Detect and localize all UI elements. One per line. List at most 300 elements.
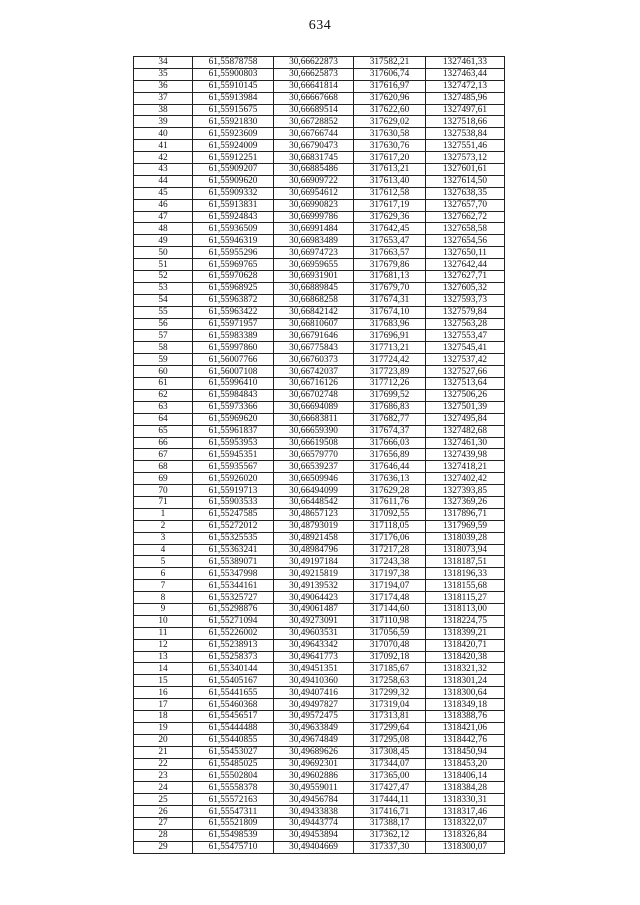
x-coordinate-cell: 317642,45	[354, 223, 426, 235]
y-coordinate-cell: 1327369,26	[426, 496, 505, 508]
point-number-cell: 68	[134, 461, 193, 473]
longitude-cell: 30,66694089	[274, 401, 354, 413]
point-number-cell: 19	[134, 722, 193, 734]
longitude-cell: 30,66539237	[274, 461, 354, 473]
x-coordinate-cell: 317174,48	[354, 592, 426, 604]
latitude-cell: 61,55498539	[193, 829, 274, 841]
point-number-cell: 5	[134, 556, 193, 568]
point-number-cell: 36	[134, 80, 193, 92]
x-coordinate-cell: 317674,10	[354, 306, 426, 318]
longitude-cell: 30,66885486	[274, 164, 354, 176]
longitude-cell: 30,49061487	[274, 603, 354, 615]
longitude-cell: 30,66742037	[274, 366, 354, 378]
x-coordinate-cell: 317344,07	[354, 758, 426, 770]
y-coordinate-cell: 1318115,27	[426, 592, 505, 604]
longitude-cell: 30,48657123	[274, 508, 354, 520]
longitude-cell: 30,66625873	[274, 68, 354, 80]
latitude-cell: 61,55878758	[193, 57, 274, 69]
longitude-cell: 30,49602886	[274, 770, 354, 782]
longitude-cell: 30,66831745	[274, 152, 354, 164]
x-coordinate-cell: 317686,83	[354, 401, 426, 413]
latitude-cell: 61,55238913	[193, 639, 274, 651]
table-row	[134, 580, 505, 592]
y-coordinate-cell: 1318399,21	[426, 627, 505, 639]
y-coordinate-cell: 1327662,72	[426, 211, 505, 223]
y-coordinate-cell: 1327497,61	[426, 104, 505, 116]
table-row	[134, 413, 505, 425]
latitude-cell: 61,55961837	[193, 425, 274, 437]
x-coordinate-cell: 317620,96	[354, 92, 426, 104]
x-coordinate-cell: 317110,98	[354, 615, 426, 627]
y-coordinate-cell: 1327506,26	[426, 389, 505, 401]
latitude-cell: 61,55924009	[193, 140, 274, 152]
point-number-cell: 64	[134, 413, 193, 425]
point-number-cell: 9	[134, 603, 193, 615]
latitude-cell: 61,55547311	[193, 806, 274, 818]
table-row	[134, 128, 505, 140]
latitude-cell: 61,55363241	[193, 544, 274, 556]
latitude-cell: 61,55226002	[193, 627, 274, 639]
longitude-cell: 30,49451351	[274, 663, 354, 675]
longitude-cell: 30,48984796	[274, 544, 354, 556]
point-number-cell: 37	[134, 92, 193, 104]
point-number-cell: 26	[134, 806, 193, 818]
latitude-cell: 61,55325535	[193, 532, 274, 544]
y-coordinate-cell: 1318322,07	[426, 818, 505, 830]
x-coordinate-cell: 317630,58	[354, 128, 426, 140]
x-coordinate-cell: 317622,60	[354, 104, 426, 116]
point-number-cell: 53	[134, 282, 193, 294]
y-coordinate-cell: 1327461,33	[426, 57, 505, 69]
table-row	[134, 57, 505, 69]
table-row	[134, 568, 505, 580]
x-coordinate-cell: 317243,38	[354, 556, 426, 568]
x-coordinate-cell: 317611,76	[354, 496, 426, 508]
longitude-cell: 30,49064423	[274, 592, 354, 604]
longitude-cell: 30,66622873	[274, 57, 354, 69]
longitude-cell: 30,66641814	[274, 80, 354, 92]
table-row	[134, 294, 505, 306]
x-coordinate-cell: 317092,55	[354, 508, 426, 520]
table-row	[134, 92, 505, 104]
longitude-cell: 30,49273091	[274, 615, 354, 627]
x-coordinate-cell: 317217,28	[354, 544, 426, 556]
point-number-cell: 70	[134, 485, 193, 497]
point-number-cell: 22	[134, 758, 193, 770]
latitude-cell: 61,55441655	[193, 687, 274, 699]
latitude-cell: 61,55347998	[193, 568, 274, 580]
point-number-cell: 44	[134, 175, 193, 187]
latitude-cell: 61,55900803	[193, 68, 274, 80]
table-row	[134, 687, 505, 699]
latitude-cell: 61,55909332	[193, 187, 274, 199]
x-coordinate-cell: 317616,97	[354, 80, 426, 92]
table-row	[134, 520, 505, 532]
x-coordinate-cell: 317663,57	[354, 247, 426, 259]
latitude-cell: 61,55344161	[193, 580, 274, 592]
latitude-cell: 61,55919713	[193, 485, 274, 497]
table-row	[134, 746, 505, 758]
longitude-cell: 30,49215819	[274, 568, 354, 580]
y-coordinate-cell: 1318384,28	[426, 782, 505, 794]
point-number-cell: 6	[134, 568, 193, 580]
table-row	[134, 223, 505, 235]
y-coordinate-cell: 1327513,64	[426, 378, 505, 390]
y-coordinate-cell: 1318300,64	[426, 687, 505, 699]
x-coordinate-cell: 317636,13	[354, 473, 426, 485]
latitude-cell: 61,55984843	[193, 389, 274, 401]
point-number-cell: 7	[134, 580, 193, 592]
latitude-cell: 61,55298876	[193, 603, 274, 615]
point-number-cell: 13	[134, 651, 193, 663]
latitude-cell: 61,55970628	[193, 271, 274, 283]
point-number-cell: 10	[134, 615, 193, 627]
point-number-cell: 14	[134, 663, 193, 675]
point-number-cell: 63	[134, 401, 193, 413]
y-coordinate-cell: 1327402,42	[426, 473, 505, 485]
table-row	[134, 794, 505, 806]
point-number-cell: 39	[134, 116, 193, 128]
point-number-cell: 35	[134, 68, 193, 80]
table-row	[134, 699, 505, 711]
x-coordinate-cell: 317194,07	[354, 580, 426, 592]
x-coordinate-cell: 317724,42	[354, 354, 426, 366]
latitude-cell: 61,55996410	[193, 378, 274, 390]
x-coordinate-cell: 317713,21	[354, 342, 426, 354]
longitude-cell: 30,49410360	[274, 675, 354, 687]
x-coordinate-cell: 317612,58	[354, 187, 426, 199]
y-coordinate-cell: 1318330,31	[426, 794, 505, 806]
y-coordinate-cell: 1327472,13	[426, 80, 505, 92]
y-coordinate-cell: 1318442,76	[426, 734, 505, 746]
x-coordinate-cell: 317666,03	[354, 437, 426, 449]
point-number-cell: 57	[134, 330, 193, 342]
longitude-cell: 30,66509946	[274, 473, 354, 485]
x-coordinate-cell: 317444,11	[354, 794, 426, 806]
point-number-cell: 54	[134, 294, 193, 306]
y-coordinate-cell: 1318300,07	[426, 841, 505, 853]
table-row	[134, 378, 505, 390]
y-coordinate-cell: 1327463,44	[426, 68, 505, 80]
latitude-cell: 61,55946319	[193, 235, 274, 247]
latitude-cell: 61,55272012	[193, 520, 274, 532]
longitude-cell: 30,48793019	[274, 520, 354, 532]
x-coordinate-cell: 317674,37	[354, 425, 426, 437]
latitude-cell: 61,55558378	[193, 782, 274, 794]
point-number-cell: 56	[134, 318, 193, 330]
y-coordinate-cell: 1318317,46	[426, 806, 505, 818]
latitude-cell: 61,55444488	[193, 722, 274, 734]
longitude-cell: 30,66667668	[274, 92, 354, 104]
point-number-cell: 42	[134, 152, 193, 164]
point-number-cell: 51	[134, 259, 193, 271]
longitude-cell: 30,66842142	[274, 306, 354, 318]
x-coordinate-cell: 317674,31	[354, 294, 426, 306]
latitude-cell: 61,55502804	[193, 770, 274, 782]
longitude-cell: 30,49641773	[274, 651, 354, 663]
table-row	[134, 199, 505, 211]
latitude-cell: 61,55969765	[193, 259, 274, 271]
longitude-cell: 30,66909722	[274, 175, 354, 187]
table-row	[134, 318, 505, 330]
longitude-cell: 30,49633849	[274, 722, 354, 734]
x-coordinate-cell: 317656,89	[354, 449, 426, 461]
x-coordinate-cell: 317679,70	[354, 282, 426, 294]
latitude-cell: 61,56007766	[193, 354, 274, 366]
table-row	[134, 389, 505, 401]
point-number-cell: 34	[134, 57, 193, 69]
table-row	[134, 104, 505, 116]
x-coordinate-cell: 317629,28	[354, 485, 426, 497]
longitude-cell: 30,49456784	[274, 794, 354, 806]
y-coordinate-cell: 1318388,76	[426, 710, 505, 722]
latitude-cell: 61,55909620	[193, 175, 274, 187]
longitude-cell: 30,66760373	[274, 354, 354, 366]
page-number: 634	[308, 18, 332, 33]
x-coordinate-cell: 317365,00	[354, 770, 426, 782]
point-number-cell: 23	[134, 770, 193, 782]
latitude-cell: 61,55271094	[193, 615, 274, 627]
table-row	[134, 425, 505, 437]
point-number-cell: 21	[134, 746, 193, 758]
x-coordinate-cell: 317258,63	[354, 675, 426, 687]
table-row	[134, 259, 505, 271]
longitude-cell: 30,66448542	[274, 496, 354, 508]
y-coordinate-cell: 1318453,20	[426, 758, 505, 770]
x-coordinate-cell: 317699,52	[354, 389, 426, 401]
x-coordinate-cell: 317427,47	[354, 782, 426, 794]
latitude-cell: 61,55340144	[193, 663, 274, 675]
y-coordinate-cell: 1327393,85	[426, 485, 505, 497]
x-coordinate-cell: 317606,74	[354, 68, 426, 80]
longitude-cell: 30,66579770	[274, 449, 354, 461]
point-number-cell: 15	[134, 675, 193, 687]
latitude-cell: 61,55485025	[193, 758, 274, 770]
point-number-cell: 69	[134, 473, 193, 485]
y-coordinate-cell: 1327627,71	[426, 271, 505, 283]
longitude-cell: 30,66766744	[274, 128, 354, 140]
point-number-cell: 38	[134, 104, 193, 116]
longitude-cell: 30,66494099	[274, 485, 354, 497]
longitude-cell: 30,66868258	[274, 294, 354, 306]
x-coordinate-cell: 317299,32	[354, 687, 426, 699]
longitude-cell: 30,49497827	[274, 699, 354, 711]
y-coordinate-cell: 1327551,46	[426, 140, 505, 152]
latitude-cell: 61,55456517	[193, 710, 274, 722]
point-number-cell: 8	[134, 592, 193, 604]
table-row	[134, 306, 505, 318]
x-coordinate-cell: 317653,47	[354, 235, 426, 247]
table-row	[134, 282, 505, 294]
table-row	[134, 473, 505, 485]
point-number-cell: 61	[134, 378, 193, 390]
table-row	[134, 651, 505, 663]
longitude-cell: 30,66702748	[274, 389, 354, 401]
point-number-cell: 48	[134, 223, 193, 235]
x-coordinate-cell: 317723,89	[354, 366, 426, 378]
y-coordinate-cell: 1318349,18	[426, 699, 505, 711]
longitude-cell: 30,66959655	[274, 259, 354, 271]
latitude-cell: 61,55945351	[193, 449, 274, 461]
point-number-cell: 66	[134, 437, 193, 449]
longitude-cell: 30,49407416	[274, 687, 354, 699]
latitude-cell: 61,55955296	[193, 247, 274, 259]
x-coordinate-cell: 317176,06	[354, 532, 426, 544]
y-coordinate-cell: 1317896,71	[426, 508, 505, 520]
table-row	[134, 140, 505, 152]
x-coordinate-cell: 317646,44	[354, 461, 426, 473]
point-number-cell: 65	[134, 425, 193, 437]
x-coordinate-cell: 317313,81	[354, 710, 426, 722]
y-coordinate-cell: 1327654,56	[426, 235, 505, 247]
longitude-cell: 30,49404669	[274, 841, 354, 853]
table-row	[134, 271, 505, 283]
point-number-cell: 52	[134, 271, 193, 283]
point-number-cell: 3	[134, 532, 193, 544]
longitude-cell: 30,66790473	[274, 140, 354, 152]
y-coordinate-cell: 1327573,12	[426, 152, 505, 164]
y-coordinate-cell: 1318187,51	[426, 556, 505, 568]
x-coordinate-cell: 317388,17	[354, 818, 426, 830]
point-number-cell: 1	[134, 508, 193, 520]
y-coordinate-cell: 1327518,66	[426, 116, 505, 128]
latitude-cell: 61,55572163	[193, 794, 274, 806]
point-number-cell: 28	[134, 829, 193, 841]
longitude-cell: 30,66716126	[274, 378, 354, 390]
table-row	[134, 722, 505, 734]
y-coordinate-cell: 1318406,14	[426, 770, 505, 782]
table-row	[134, 615, 505, 627]
y-coordinate-cell: 1318326,84	[426, 829, 505, 841]
y-coordinate-cell: 1327579,84	[426, 306, 505, 318]
latitude-cell: 61,55971957	[193, 318, 274, 330]
latitude-cell: 61,55953953	[193, 437, 274, 449]
latitude-cell: 61,55910145	[193, 80, 274, 92]
point-number-cell: 11	[134, 627, 193, 639]
longitude-cell: 30,66659390	[274, 425, 354, 437]
longitude-cell: 30,66728852	[274, 116, 354, 128]
x-coordinate-cell: 317617,19	[354, 199, 426, 211]
table-row	[134, 330, 505, 342]
x-coordinate-cell: 317416,71	[354, 806, 426, 818]
latitude-cell: 61,55983389	[193, 330, 274, 342]
table-row	[134, 818, 505, 830]
latitude-cell: 61,55913984	[193, 92, 274, 104]
point-number-cell: 49	[134, 235, 193, 247]
y-coordinate-cell: 1327501,39	[426, 401, 505, 413]
y-coordinate-cell: 1327642,44	[426, 259, 505, 271]
point-number-cell: 67	[134, 449, 193, 461]
table-row	[134, 841, 505, 853]
y-coordinate-cell: 1327563,28	[426, 318, 505, 330]
point-number-cell: 59	[134, 354, 193, 366]
latitude-cell: 61,55912251	[193, 152, 274, 164]
y-coordinate-cell: 1318224,75	[426, 615, 505, 627]
point-number-cell: 62	[134, 389, 193, 401]
table-row	[134, 485, 505, 497]
y-coordinate-cell: 1327553,47	[426, 330, 505, 342]
y-coordinate-cell: 1327439,98	[426, 449, 505, 461]
longitude-cell: 30,66931901	[274, 271, 354, 283]
x-coordinate-cell: 317299,64	[354, 722, 426, 734]
point-number-cell: 50	[134, 247, 193, 259]
latitude-cell: 61,55923609	[193, 128, 274, 140]
longitude-cell: 30,49692301	[274, 758, 354, 770]
coordinates-table	[133, 56, 505, 854]
x-coordinate-cell: 317696,91	[354, 330, 426, 342]
latitude-cell: 61,55325727	[193, 592, 274, 604]
latitude-cell: 61,55973366	[193, 401, 274, 413]
y-coordinate-cell: 1318450,94	[426, 746, 505, 758]
table-row	[134, 556, 505, 568]
x-coordinate-cell: 317197,38	[354, 568, 426, 580]
latitude-cell: 61,55997860	[193, 342, 274, 354]
latitude-cell: 61,55389071	[193, 556, 274, 568]
point-number-cell: 2	[134, 520, 193, 532]
y-coordinate-cell: 1327638,35	[426, 187, 505, 199]
y-coordinate-cell: 1318420,71	[426, 639, 505, 651]
y-coordinate-cell: 1318196,33	[426, 568, 505, 580]
longitude-cell: 30,49603531	[274, 627, 354, 639]
table-row	[134, 639, 505, 651]
y-coordinate-cell: 1318421,06	[426, 722, 505, 734]
longitude-cell: 30,66689514	[274, 104, 354, 116]
longitude-cell: 30,66619508	[274, 437, 354, 449]
table-row	[134, 496, 505, 508]
table-row	[134, 829, 505, 841]
x-coordinate-cell: 317295,08	[354, 734, 426, 746]
longitude-cell: 30,49572475	[274, 710, 354, 722]
latitude-cell: 61,55963872	[193, 294, 274, 306]
table-row	[134, 187, 505, 199]
table-row	[134, 116, 505, 128]
x-coordinate-cell: 317092,18	[354, 651, 426, 663]
table-row	[134, 770, 505, 782]
x-coordinate-cell: 317683,96	[354, 318, 426, 330]
y-coordinate-cell: 1318039,28	[426, 532, 505, 544]
y-coordinate-cell: 1317969,59	[426, 520, 505, 532]
table-row	[134, 175, 505, 187]
table-row	[134, 532, 505, 544]
point-number-cell: 25	[134, 794, 193, 806]
point-number-cell: 12	[134, 639, 193, 651]
latitude-cell: 61,55903533	[193, 496, 274, 508]
point-number-cell: 29	[134, 841, 193, 853]
latitude-cell: 61,55969620	[193, 413, 274, 425]
table-row	[134, 366, 505, 378]
table-row	[134, 461, 505, 473]
longitude-cell: 30,49139532	[274, 580, 354, 592]
table-row	[134, 663, 505, 675]
latitude-cell: 61,55521809	[193, 818, 274, 830]
longitude-cell: 30,66991484	[274, 223, 354, 235]
longitude-cell: 30,49443774	[274, 818, 354, 830]
longitude-cell: 30,48921458	[274, 532, 354, 544]
point-number-cell: 43	[134, 164, 193, 176]
x-coordinate-cell: 317613,40	[354, 175, 426, 187]
y-coordinate-cell: 1327485,96	[426, 92, 505, 104]
longitude-cell: 30,66983489	[274, 235, 354, 247]
table-row	[134, 80, 505, 92]
latitude-cell: 61,55935567	[193, 461, 274, 473]
point-number-cell: 60	[134, 366, 193, 378]
longitude-cell: 30,49643342	[274, 639, 354, 651]
latitude-cell: 61,55247585	[193, 508, 274, 520]
table-row	[134, 354, 505, 366]
y-coordinate-cell: 1327527,66	[426, 366, 505, 378]
point-number-cell: 24	[134, 782, 193, 794]
point-number-cell: 40	[134, 128, 193, 140]
